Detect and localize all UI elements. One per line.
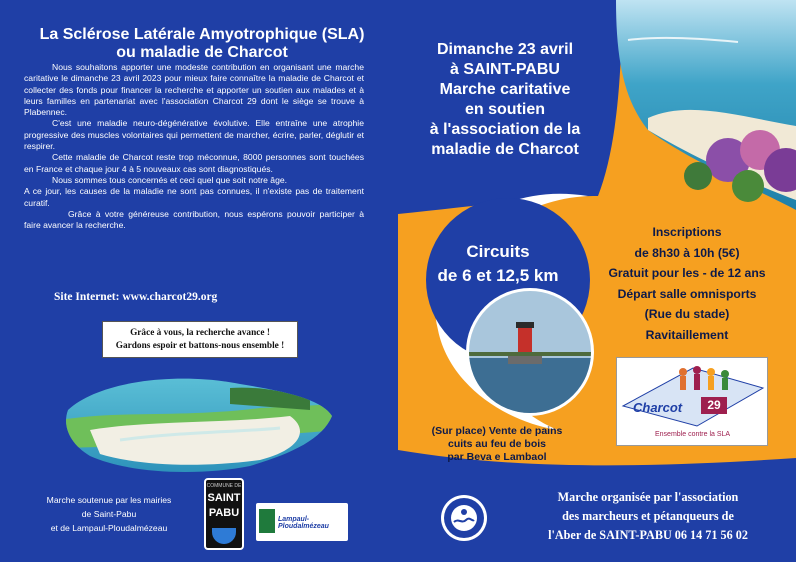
title-line: à l'association de la bbox=[429, 121, 581, 138]
quote-box bbox=[102, 321, 298, 358]
logo-commune-text: COMMUNE DE bbox=[206, 483, 242, 489]
circuits-text bbox=[418, 240, 578, 288]
vente-line: par Beva e Lambaol bbox=[447, 451, 547, 463]
lampaul-logo bbox=[256, 503, 348, 541]
registration-info bbox=[580, 222, 794, 345]
website-link[interactable]: Site Internet: www.charcot29.org bbox=[54, 291, 218, 303]
charcot29-logo bbox=[616, 357, 768, 446]
mairies-line-2: de Saint-Pabu bbox=[81, 509, 137, 519]
title-line: Dimanche 23 avril bbox=[436, 41, 574, 58]
quote-line-1: Grâce à vous, la recherche avance ! bbox=[130, 328, 270, 338]
lampaul-logo-text: Lampaul-Ploudalmézeau bbox=[278, 516, 329, 530]
info-line: Ravitaillement bbox=[645, 327, 729, 342]
left-panel bbox=[0, 0, 396, 562]
paragraph: Nous sommes tous concernés et ceci quel que soit notre âge. bbox=[52, 174, 288, 185]
org-line: des marcheurs et pétanqueurs de bbox=[562, 509, 734, 523]
flag-icon bbox=[259, 509, 275, 533]
right-panel bbox=[398, 0, 796, 562]
circuits-line-2: de 6 et 12,5 km bbox=[437, 266, 559, 285]
quote-line-2: Gardons espoir et battons-nous ensemble ! bbox=[115, 341, 285, 351]
vente-line: (Sur place) Vente de pains bbox=[431, 425, 563, 437]
paragraph: Grâce à votre généreuse contribution, nous espérons pouvoir participer à faire avancer la recherche. bbox=[24, 208, 364, 231]
org-line: Marche organisée par l'association bbox=[557, 490, 739, 504]
paragraph: Cette maladie de Charcot reste trop méconnue, 8000 personnes sont touchées en France et chaque jour 4 à 5 nouveaux cas sont diagnostiqués. bbox=[24, 152, 364, 174]
association-emblem-icon bbox=[440, 494, 488, 542]
title-line: en soutien bbox=[464, 101, 545, 118]
vente-line: cuits au feu de bois bbox=[447, 438, 547, 450]
organizer-text bbox=[508, 488, 788, 545]
logo-pabu-text: PABU bbox=[208, 507, 240, 519]
info-line: Gratuit pour les - de 12 ans bbox=[608, 266, 766, 280]
description-text bbox=[24, 62, 364, 231]
paragraph: Nous souhaitons apporter une modeste contribution en organisant une marche caritative le dimanche 23 avril 2023 pour mieux faire connaître la maladie de Charcot et collecter des fonds pour financer la recherche et apporter un soutien aux malades et à leurs familles en partenariat avec l'association Charcot 29 dont le siège se trouve à Plabennec. bbox=[24, 62, 364, 118]
event-title bbox=[398, 40, 612, 160]
info-line: (Rue du stade) bbox=[644, 307, 730, 321]
bread-sale-text bbox=[412, 425, 582, 464]
info-line: de 8h30 à 10h (5€) bbox=[634, 245, 740, 260]
paragraph: C'est une maladie neuro-dégénérative évolutive. Elle entraîne une atrophie progressive des muscles volontaires qui permettent de marcher, écrire, parler, déglutir et respirer. bbox=[24, 118, 364, 152]
title-line-1: La Sclérose Latérale Amyotrophique (SLA) bbox=[39, 26, 365, 43]
charcot-logo-tagline: Ensemble contre la SLA bbox=[655, 431, 731, 438]
beach-photo bbox=[60, 370, 340, 480]
saint-pabu-logo bbox=[204, 478, 244, 550]
wave-icon bbox=[212, 528, 236, 544]
title-line: maladie de Charcot bbox=[431, 141, 579, 158]
org-line: l'Aber de SAINT-PABU 06 14 71 56 02 bbox=[548, 528, 748, 542]
title-line-2: ou maladie de Charcot bbox=[116, 44, 288, 61]
mairies-line-3: et de Lampaul-Ploudalmézeau bbox=[50, 523, 168, 533]
title-line: Marche caritative bbox=[439, 81, 571, 98]
info-line: Départ salle omnisports bbox=[617, 286, 757, 301]
support-text bbox=[24, 493, 194, 535]
mairies-line-1: Marche soutenue par les mairies bbox=[46, 495, 172, 505]
info-line: Inscriptions bbox=[652, 225, 722, 239]
title-line: à SAINT-PABU bbox=[450, 61, 560, 78]
charcot-logo-number: 29 bbox=[701, 397, 727, 414]
circuits-line-1: Circuits bbox=[466, 242, 530, 261]
logo-saint-text: SAINT bbox=[207, 492, 241, 504]
page-title bbox=[18, 26, 386, 62]
paragraph: A ce jour, les causes de la maladie ne sont pas connues, il n'existe pas de traitement curatif. bbox=[24, 186, 364, 208]
charcot-logo-name: Charcot bbox=[633, 400, 683, 415]
